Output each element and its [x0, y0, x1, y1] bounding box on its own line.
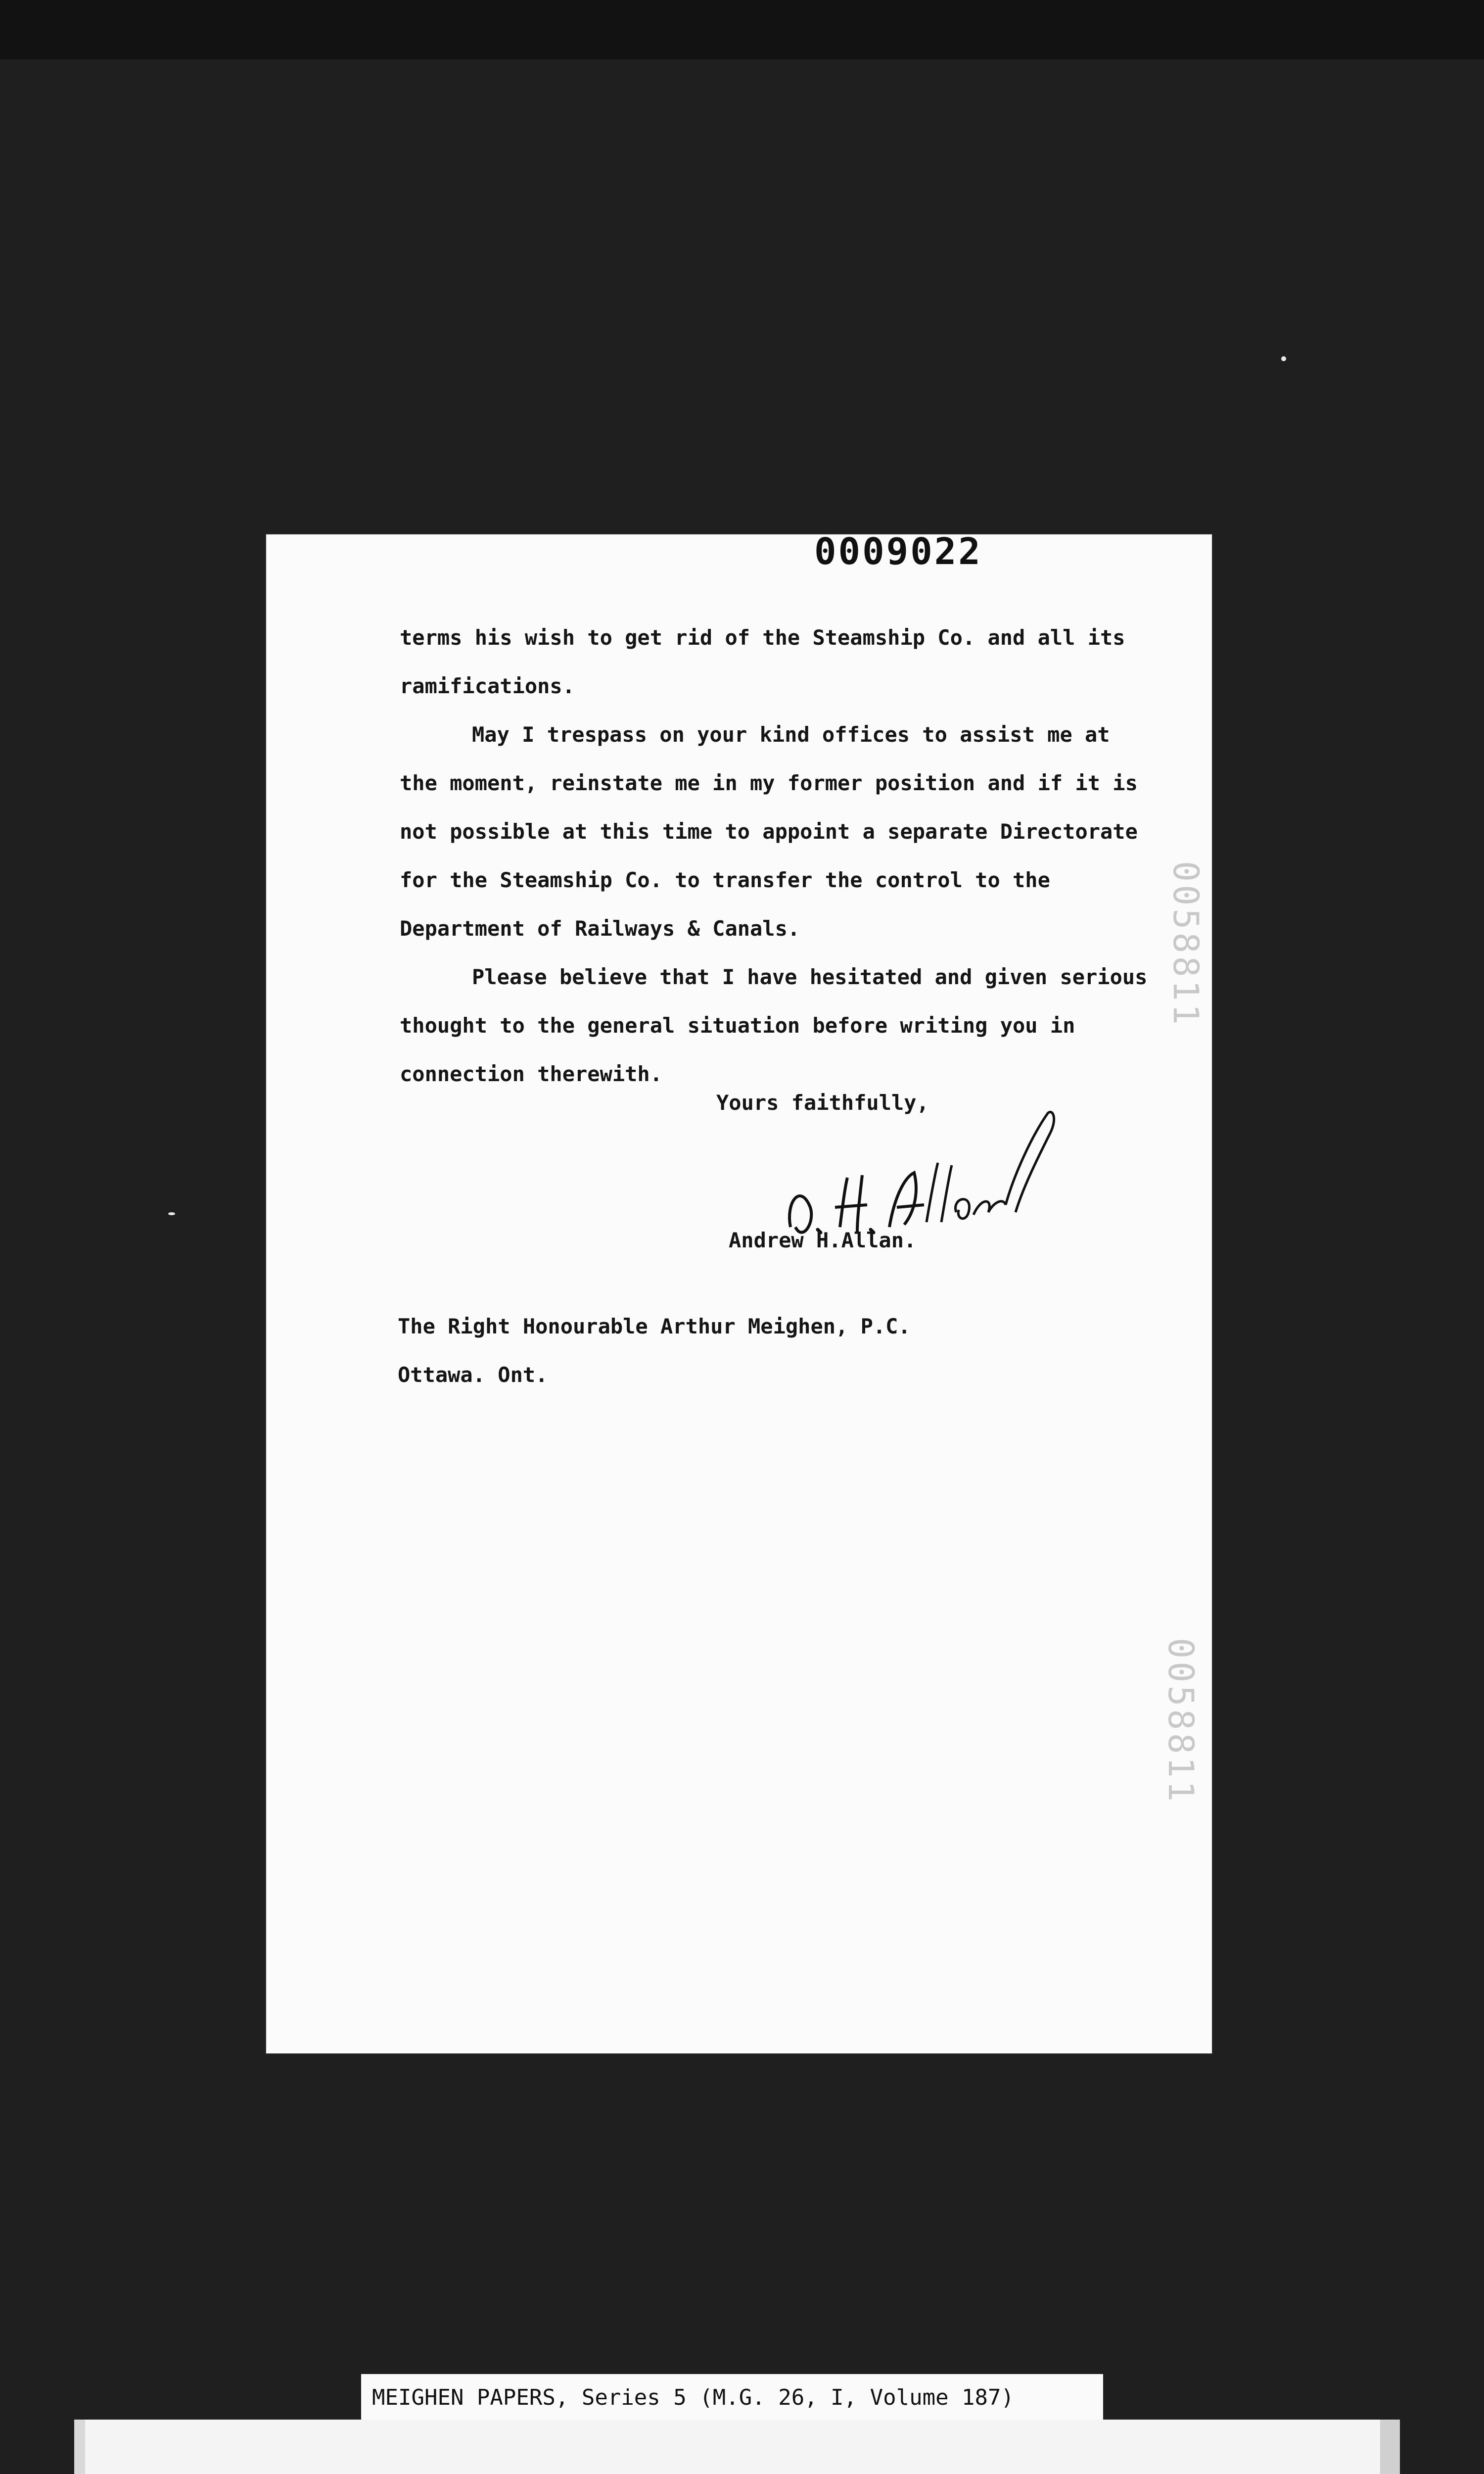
- letter-page: [266, 530, 1212, 2053]
- signer-name: Andrew H.Allan.: [729, 1228, 917, 1252]
- addressee-line: The Right Honourable Arthur Meighen, P.C.: [398, 1314, 911, 1338]
- body-line: the moment, reinstate me in my former position and if it is: [400, 771, 1138, 795]
- body-line: ramifications.: [400, 674, 575, 698]
- body-line: connection therewith.: [400, 1062, 663, 1086]
- archives-card: [74, 2420, 1400, 2474]
- addressee-line: Ottawa. Ont.: [398, 1363, 548, 1387]
- body-line: terms his wish to get rid of the Steamship Co. and all its: [400, 625, 1125, 650]
- margin-stamp: 0058811: [1160, 1638, 1201, 1805]
- body-line: not possible at this time to appoint a separate Directorate: [400, 819, 1138, 844]
- body-line: for the Steamship Co. to transfer the control to the: [400, 868, 1050, 892]
- series-label: MEIGHEN PAPERS, Series 5 (M.G. 26, I, Volume 187): [361, 2374, 1103, 2422]
- letter-body: [400, 614, 1171, 1098]
- addressee-block: [398, 1302, 911, 1399]
- body-line: May I trespass on your kind offices to assist me at: [472, 722, 1110, 747]
- document-number: 0009022: [814, 530, 982, 573]
- margin-stamp: 0058811: [1165, 861, 1206, 1028]
- film-speck: [1281, 356, 1286, 361]
- body-line: thought to the general situation before writing you in: [400, 1013, 1075, 1038]
- film-edge-top: [0, 0, 1484, 59]
- body-line: Please believe that I have hesitated and given serious: [472, 965, 1148, 989]
- letter-closing: Yours faithfully,: [716, 1091, 929, 1115]
- body-line: Department of Railways & Canals.: [400, 916, 800, 941]
- film-speck: [168, 1212, 175, 1215]
